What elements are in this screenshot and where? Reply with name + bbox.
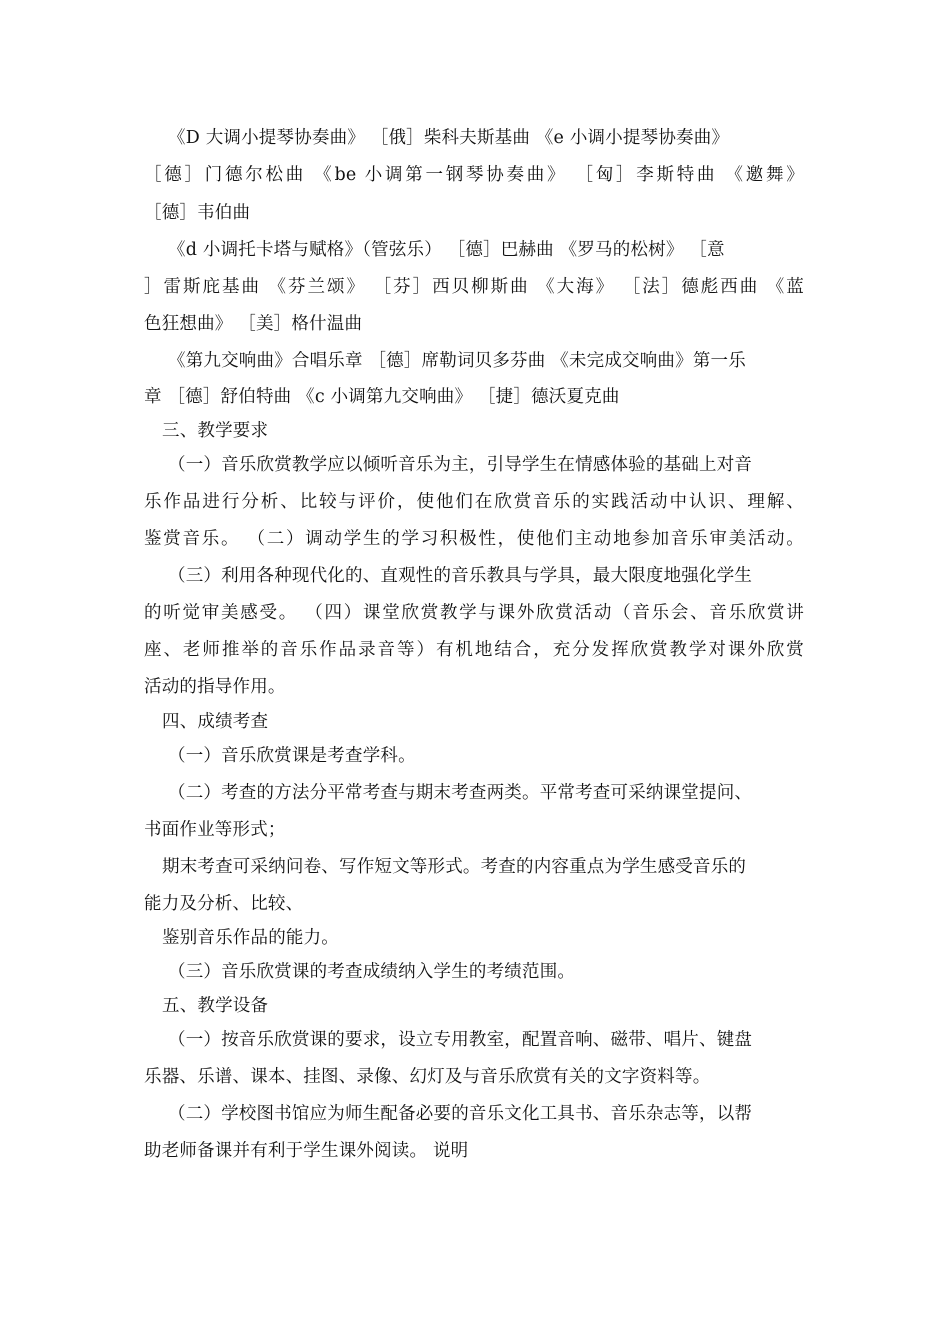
text-line-16: 活动的指导作用。 [144,677,286,697]
text-line-14: 的听觉审美感受。 （四）课堂欣赏教学与课外欣赏活动（音乐会、音乐欣赏讲 [144,603,804,623]
text-line-6: 色狂想曲》 ［美］格什温曲 [144,314,363,334]
text-line-21: 期末考查可采纳问卷、写作短文等形式。考查的内容重点为学生感受音乐的 [162,857,747,877]
text-line-8: 章 ［德］舒伯特曲 《c 小调第九交响曲》 ［捷］德沃夏克曲 [144,387,620,407]
text-line-27: 乐器、乐谱、课本、挂图、录像、幻灯及与音乐欣赏有关的文字资料等。 [144,1067,711,1087]
text-line-13: （三）利用各种现代化的、直观性的音乐教具与学具，最大限度地强化学生 [168,566,753,586]
text-line-20: 书面作业等形式； [144,820,286,840]
text-line-26: （一）按音乐欣赏课的要求，设立专用教室，配置音响、磁带、唱片、键盘 [168,1030,753,1050]
text-line-4: 《d 小调托卡塔与赋格》（管弦乐） ［德］巴赫曲 《罗马的松树》 ［意 [168,240,725,260]
text-line-22: 能力及分析、比较、 [144,894,304,914]
text-line-23: 鉴别音乐作品的能力。 [162,928,339,948]
section-heading-4: 四、成绩考查 [162,712,269,732]
section-heading-3: 三、教学要求 [162,421,269,441]
text-line-7: 《第九交响曲》合唱乐章 ［德］席勒词贝多芬曲 《未完成交响曲》第一乐 [168,351,746,371]
text-line-12: 鉴赏音乐。 （二）调动学生的学习积极性，使他们主动地参加音乐审美活动。 [144,529,804,549]
text-line-18: （一）音乐欣赏课是考查学科。 [168,746,416,766]
text-line-28: （二）学校图书馆应为师生配备必要的音乐文化工具书、音乐杂志等，以帮 [168,1104,753,1124]
text-line-1: 《D 大调小提琴协奏曲》 ［俄］柴科夫斯基曲 《e 小调小提琴协奏曲》 [168,128,730,148]
text-line-24: （三）音乐欣赏课的考查成绩纳入学生的考绩范围。 [168,962,576,982]
section-heading-5: 五、教学设备 [162,996,269,1016]
text-line-5: ］雷斯庇基曲 《芬兰颂》 ［芬］西贝柳斯曲 《大海》 ［法］德彪西曲 《蓝 [144,277,804,297]
text-line-15: 座、老师推举的音乐作品录音等）有机地结合，充分发挥欣赏教学对课外欣赏 [144,640,804,660]
text-line-11: 乐作品进行分析、比较与评价，使他们在欣赏音乐的实践活动中认识、理解、 [144,492,804,512]
text-line-29: 助老师备课并有利于学生课外阅读。 说明 [144,1141,469,1161]
text-line-10: （一）音乐欣赏教学应以倾听音乐为主，引导学生在情感体验的基础上对音 [168,455,753,475]
text-line-3: ［德］韦伯曲 [144,203,251,223]
text-line-19: （二）考查的方法分平常考查与期末考查两类。平常考查可采纳课堂提问、 [168,783,753,803]
text-line-2: ［德］门德尔松曲 《be 小调第一钢琴协奏曲》 ［匈］李斯特曲 《邀舞》 [144,165,804,185]
